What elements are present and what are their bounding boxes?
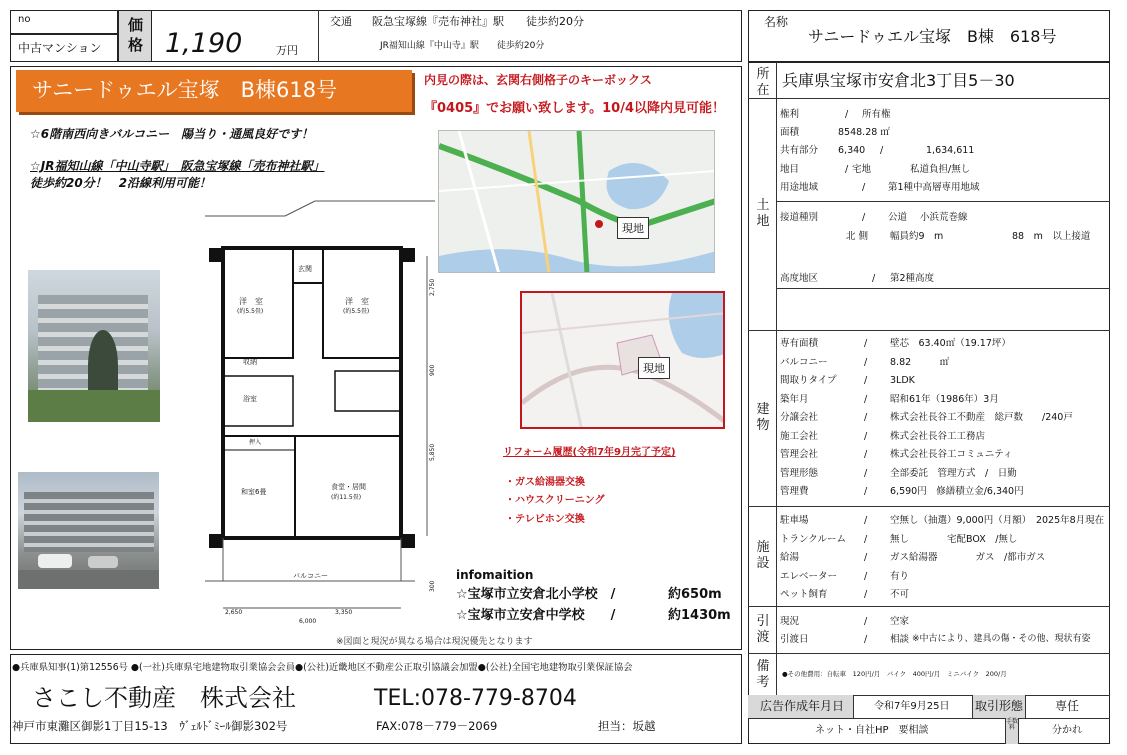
net-label: ネット・自社HP 要相談 — [815, 725, 929, 736]
building-label-1: 建 — [756, 402, 770, 417]
info-title: infomaition — [456, 568, 534, 582]
school-1-name: ☆宝塚市立安倉北小学校 / — [456, 587, 616, 602]
transfer-label — [750, 614, 776, 647]
building-row-value: 6,590円 修繕積立金/6,340円 — [890, 486, 1024, 497]
building-row-sep: / — [864, 393, 868, 405]
facility-row-value: ガス給湯器 ガス /都市ガス — [890, 552, 1046, 563]
fp-room1-size: (約5.5畳) — [237, 308, 264, 315]
name-value: サニードゥエル宝塚 B棟 618号 — [808, 27, 1057, 46]
location-value: 兵庫県宝塚市安倉北3丁目5－30 — [782, 71, 1015, 90]
transport-label: 交通 — [330, 15, 352, 28]
facility-row-sep: / — [864, 533, 868, 545]
transfer-label-2: 渡 — [756, 630, 770, 646]
footer-address: 神戸市東灘区御影1丁目15-13 ｳﾞｪﾙﾄﾞﾐｰﾙ御影302号 — [12, 719, 288, 733]
building-row-label: 管理形態 — [780, 467, 819, 479]
building-row-label: 管理費 — [780, 486, 809, 497]
land-label-1: 土 — [756, 198, 770, 213]
title-banner-text: サニードゥエル宝塚 B棟618号 — [32, 78, 338, 102]
footer-tel: TEL:078-779-8704 — [374, 686, 577, 711]
building-photo-1 — [28, 270, 160, 422]
ad-date-label: 広告作成年月日 — [760, 699, 845, 713]
viewing-note-2: 『0405』でお願い致します。10/4以降内見可能！ — [424, 101, 726, 116]
remarks-label-1: 備 — [756, 659, 770, 674]
facility-row-value: 無し 宅配BOX /無し — [890, 533, 1018, 545]
school-1-dist: 約650m — [668, 587, 722, 602]
building-row-sep: / — [864, 430, 868, 442]
fp-room3: 和室6畳 — [241, 488, 267, 496]
fp-entrance: 玄関 — [298, 265, 312, 273]
area-map — [438, 130, 715, 273]
transfer-label-1: 引 — [756, 614, 770, 629]
building-row-value: 8.82 ㎡ — [890, 356, 950, 368]
remarks-label-2: 考 — [756, 675, 770, 691]
fp-dim-mid: 900 — [429, 364, 436, 376]
fp-bath: 浴室 — [243, 395, 257, 403]
title-banner — [16, 70, 412, 112]
facility-label-2: 設 — [756, 556, 770, 572]
map-marker-1 — [617, 217, 649, 239]
facility-row-label: ペット飼育 — [780, 589, 828, 600]
building-row-sep: / — [864, 486, 868, 497]
feature-2: ☆JR福知山線「中山寺駅」 阪急宝塚線「売布神社駅」 — [30, 159, 325, 173]
price-label-2: 格 — [128, 36, 144, 54]
location-label-2: 在 — [756, 83, 770, 99]
map-marker-2-text: 現地 — [643, 362, 665, 375]
building-label — [750, 402, 776, 435]
building-row-label: 施工会社 — [780, 430, 819, 442]
fp-balcony: バルコニー — [293, 572, 328, 580]
facility-label — [750, 540, 776, 573]
building-row-label: 管理会社 — [780, 449, 819, 460]
building-row-sep: / — [864, 467, 868, 479]
deal-label: 取引形態 — [975, 699, 1024, 713]
fp-dim-bottom: 5,850 — [429, 443, 436, 461]
footer-contact: 担当：坂越 — [598, 719, 656, 733]
facility-row-sep: / — [864, 589, 868, 600]
footer-company: さこし不動産 株式会社 — [32, 684, 296, 712]
fp-dim-w2: 3,350 — [335, 609, 353, 616]
facility-label-1: 施 — [756, 540, 770, 555]
floor-plan — [195, 196, 440, 628]
property-type: 中古マンション — [18, 41, 102, 55]
fp-room4: 食堂・居間 — [331, 483, 366, 491]
floorplan-note: ※図面と現況が異なる場合は現況優先となります — [336, 637, 533, 647]
ad-date-value: 令和7年9月25日 — [874, 701, 950, 712]
location-label-1: 所 — [756, 67, 770, 82]
fp-dim-top: 2,750 — [429, 278, 436, 296]
building-row-label: 専有面積 — [780, 338, 819, 349]
fp-dim-w1: 2,650 — [225, 609, 243, 616]
transport-line-1: 阪急宝塚線『売布神社』駅 徒歩約20分 — [372, 15, 584, 28]
transport-line-2: JR福知山線『中山寺』駅 徒歩約20分 — [380, 41, 545, 51]
building-row-label: バルコニー — [780, 356, 828, 368]
building-row-value: 株式会社長谷工不動産 総戸数 /240戸 — [890, 412, 1073, 423]
building-row-value: 株式会社長谷工コミュニティ — [890, 449, 1013, 460]
detail-map — [520, 291, 725, 429]
price-unit: 万円 — [276, 44, 298, 57]
building-row-value: 全部委託 管理方式 / 日勤 — [890, 467, 1017, 479]
building-row-sep: / — [864, 412, 868, 423]
building-row-label: 分譲会社 — [780, 412, 819, 423]
remarks-label — [750, 659, 776, 692]
fp-room2-size: (約5.5畳) — [343, 308, 370, 315]
fee-label: 手数料 — [1006, 718, 1019, 732]
building-row-sep: / — [864, 356, 868, 368]
remarks-value: ●その他費用：自転車 120円/月 バイク 400円/月 ミニバイク 200/月 — [782, 670, 1007, 678]
facility-row-label: トランクルーム — [780, 533, 847, 545]
fp-dim-total: 6,000 — [299, 618, 317, 625]
fp-dim-side: 300 — [429, 580, 436, 592]
price-label-1: 価 — [128, 16, 144, 34]
school-2-dist: 約1430m — [668, 608, 731, 623]
map-marker-1-text: 現地 — [622, 222, 644, 235]
reform-title: リフォーム履歴(令和7年9月完了予定) — [503, 447, 676, 458]
deal-value: 専任 — [1055, 699, 1080, 713]
building-row-label: 築年月 — [780, 393, 809, 405]
viewing-note-1: 内見の際は、玄関右側格子のキーボックス — [424, 73, 652, 87]
fp-room2: 洋 室 — [345, 297, 369, 306]
facility-row-sep: / — [864, 570, 868, 582]
feature-1: ☆6階南西向きバルコニー 陽当り・通風良好です！ — [30, 127, 314, 141]
facility-row-label: 駐車場 — [780, 515, 809, 526]
facility-row-label: エレベーター — [780, 570, 838, 582]
footer-fax: FAX:078－779－2069 — [376, 719, 498, 733]
fp-room4-size: (約11.5畳) — [331, 494, 362, 501]
building-row-sep: / — [864, 449, 868, 460]
land-label — [750, 198, 776, 231]
footer-licenses: ●兵庫県知事(1)第12556号 ●(一社)兵庫県宅地建物取引業協会会員●(公社)近畿地区不動産公正取引協議会加盟●(公社)全国宅地建物取引業保証協会 — [12, 662, 633, 673]
building-row-label: 間取りタイプ — [780, 375, 837, 386]
price-value: 1,190 — [165, 28, 243, 59]
header-divider — [318, 10, 319, 62]
building-row-value: 壁芯 63.40㎡（19.17坪） — [890, 338, 1011, 349]
building-row-value: 昭和61年（1986年）3月 — [890, 393, 999, 405]
no-label: no — [18, 14, 31, 25]
fp-closet: 押入 — [249, 439, 262, 446]
fp-storage: 収納 — [243, 358, 257, 366]
fp-room1: 洋 室 — [239, 297, 263, 306]
map-marker-2 — [638, 357, 670, 379]
name-label: 名称 — [764, 15, 789, 29]
facility-row-sep: / — [864, 552, 868, 563]
facility-row-sep: / — [864, 515, 868, 526]
location-label — [750, 67, 776, 100]
building-row-sep: / — [864, 338, 868, 349]
reform-item-1: ・ガス給湯器交換 — [505, 477, 585, 488]
reform-item-2: ・ハウスクリーニング — [505, 495, 605, 506]
facility-row-value: 空無し（抽選）9,000円（月額） 2025年8月現在 — [890, 515, 1105, 526]
building-label-2: 物 — [756, 418, 770, 434]
building-photo-2 — [18, 472, 159, 589]
facility-row-value: 有り — [890, 570, 910, 582]
facility-row-label: 給湯 — [780, 552, 800, 563]
building-row-value: 3LDK — [890, 375, 915, 386]
land-label-2: 地 — [756, 214, 770, 230]
building-row-value: 株式会社長谷工工務店 — [890, 430, 986, 442]
fee-value: 分かれ — [1052, 725, 1082, 736]
reform-item-3: ・テレビホン交換 — [505, 514, 585, 525]
building-row-sep: / — [864, 375, 868, 386]
feature-3: 徒歩約20分！ 2沿線利用可能！ — [30, 176, 212, 190]
school-2-name: ☆宝塚市立安倉中学校 / — [456, 608, 616, 623]
facility-row-value: 不可 — [890, 589, 910, 600]
